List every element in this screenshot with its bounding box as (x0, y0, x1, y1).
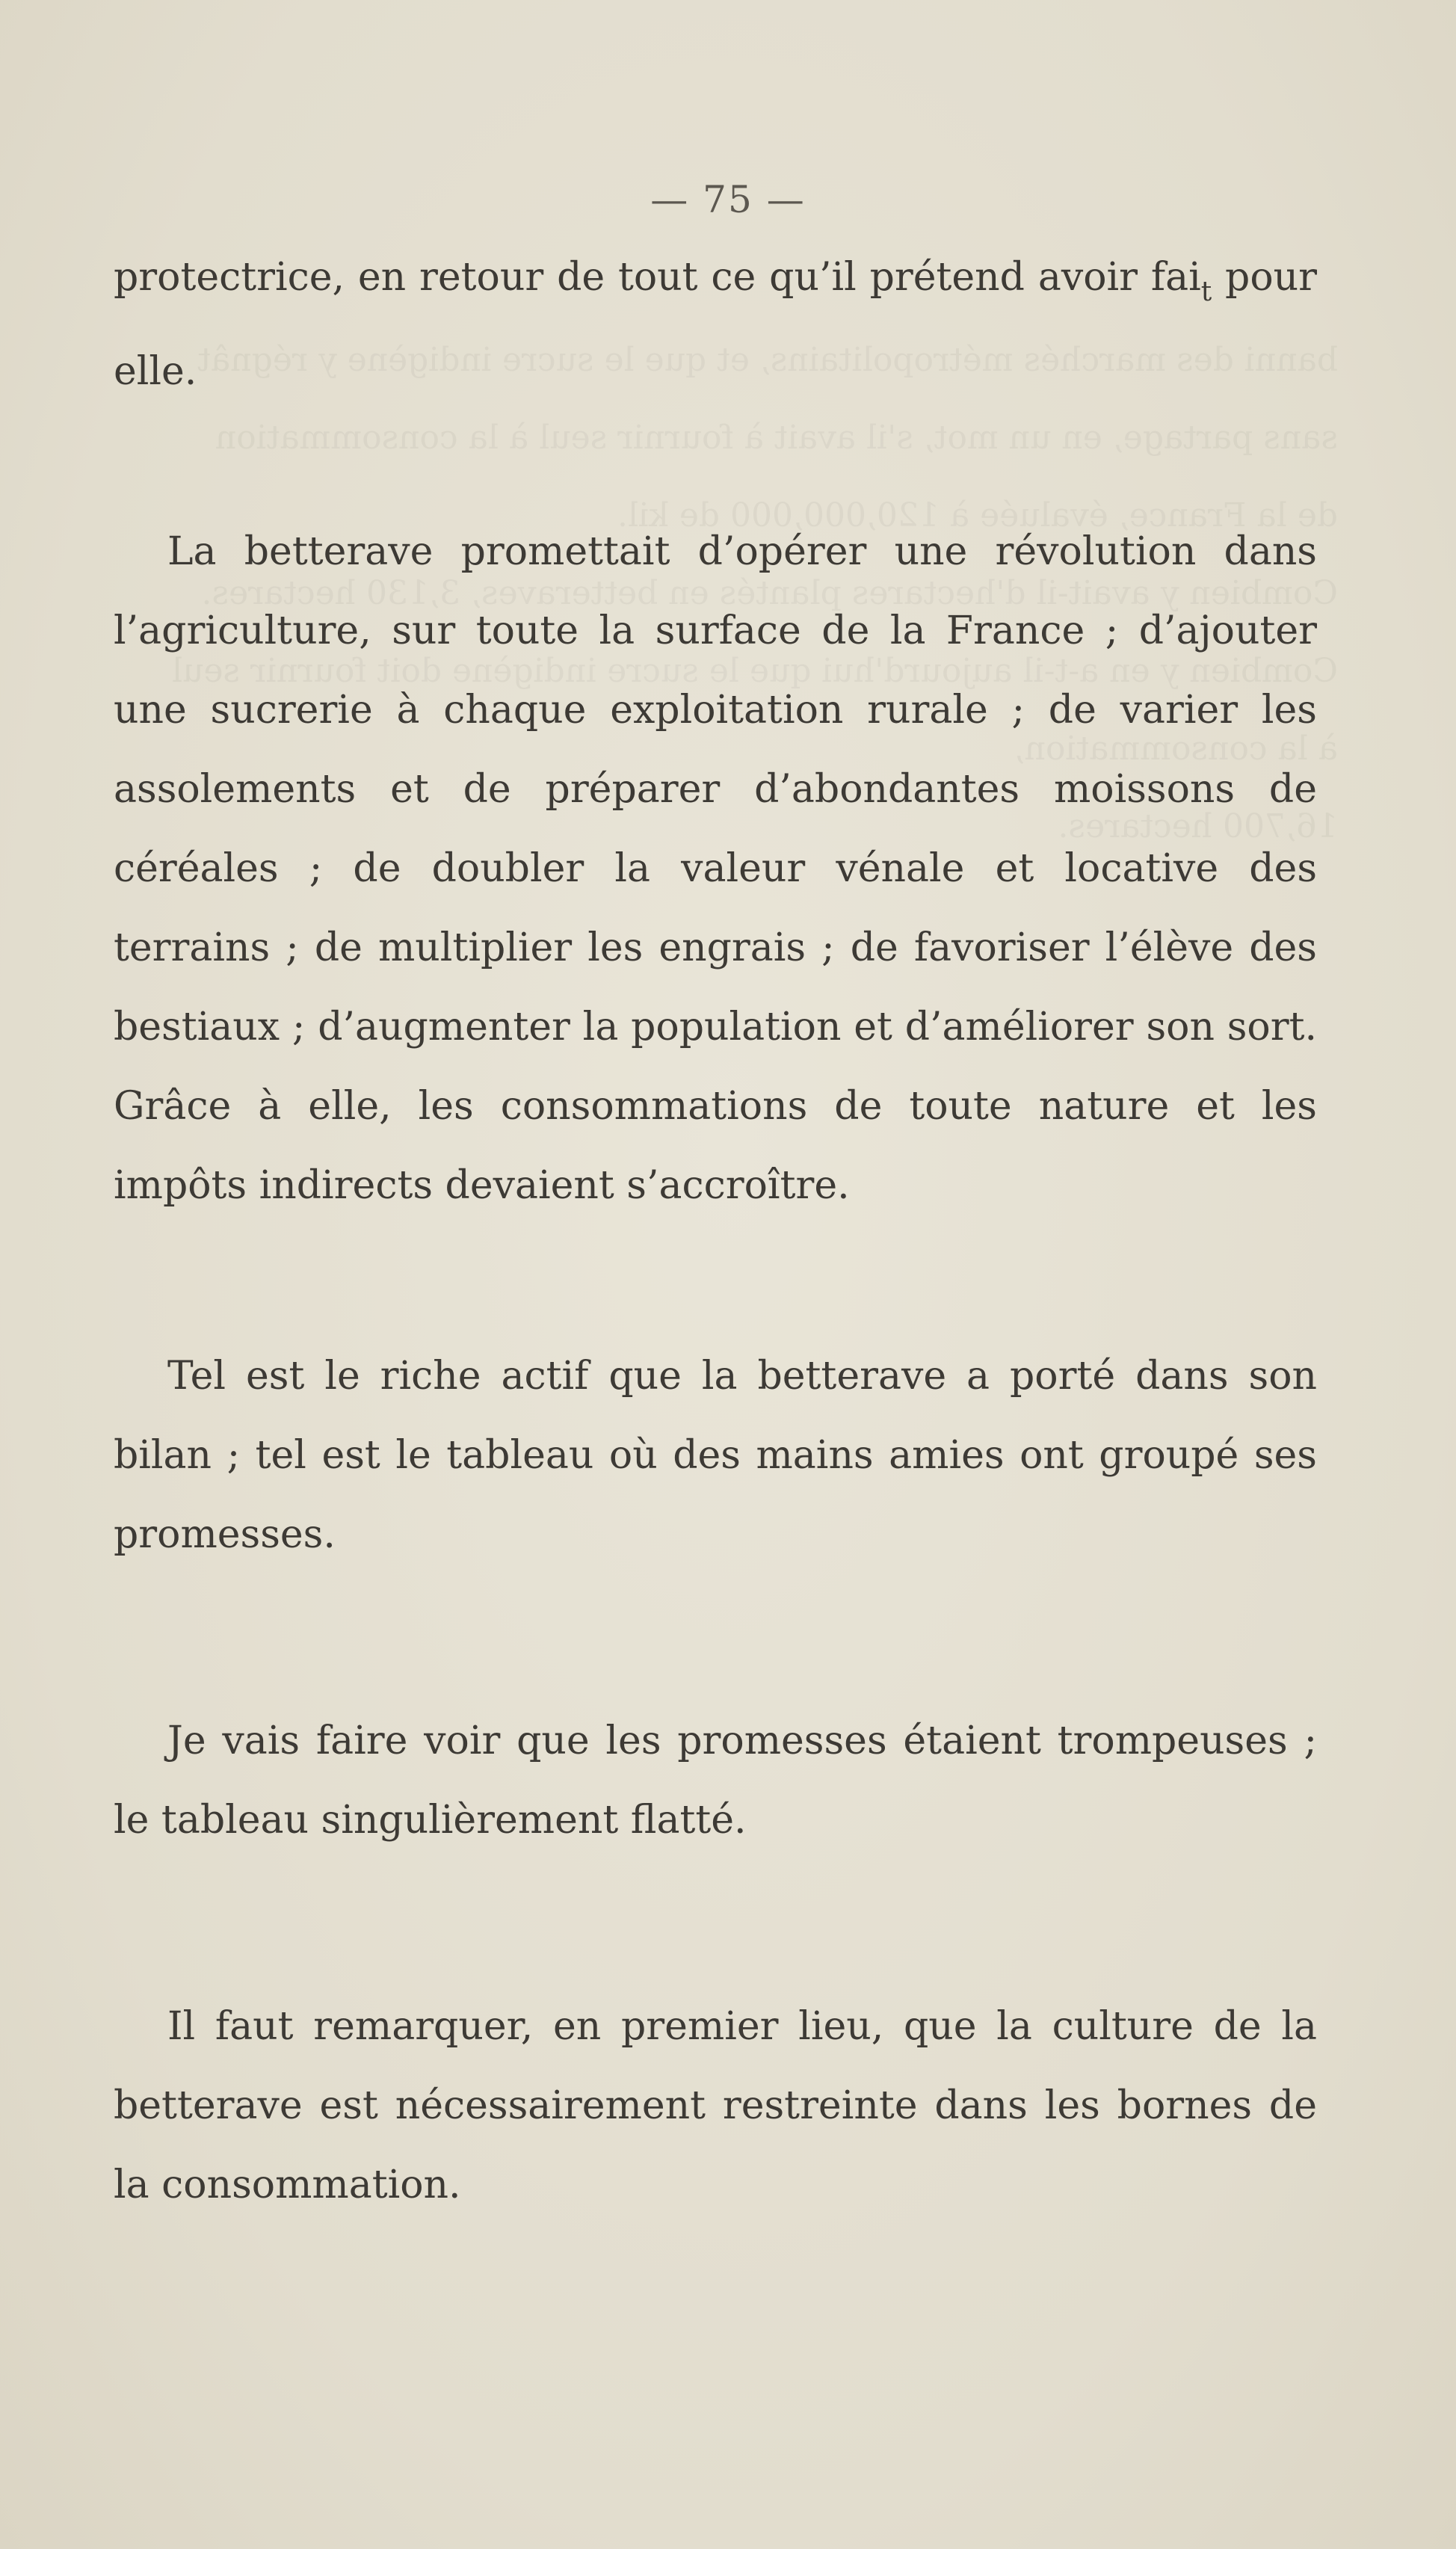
paragraph-1 (114, 238, 1317, 411)
bleed-through-text: banni des marchés métropolitains, et que le sucre indigène y régnât sans partage, en un mot, s'il avait à fournir seul à la consommation de la France, évaluée à 120,000,000 de kil. Combien y avait-il d'hectares plantés en betteraves, 3,130 hectares. Combien y en a-t-il aujourd'hui que le sucre indigène doit fournir seul à la consommation, 16,700 hectares. (171, 341, 1338, 845)
paragraph-2 (114, 512, 1317, 1225)
paragraph-2-text: La betterave promettait d’opérer une révolution dans l’agriculture, sur toute la surface de la France ; d’ajouter une sucrerie à chaque exploitation rurale ; de varier les assolements et de préparer d’abondantes moissons de céréales ; de doubler la valeur vénale et locative des terrains ; de multiplier les engrais ; de favoriser l’élève des bestiaux ; d’augmenter la population et d’améliorer son sort. Grâce à elle, les consommations de toute nature et les impôts indirects devaient s’accroître. (114, 529, 1317, 1208)
paragraph-1-end: pour elle. (114, 255, 1317, 394)
paragraph-3-text: Tel est le riche actif que la betterave a porté dans son bilan ; tel est le tableau où des mains amies ont groupé ses promesses. (114, 1354, 1317, 1557)
paragraph-1-text: protectrice, en retour de tout ce qu’il prétend avoir fai (114, 255, 1201, 300)
paragraph-3 (114, 1337, 1317, 1574)
paragraph-5-text: Il faut remarquer, en premier lieu, que la culture de la betterave est nécessairement restreinte dans les bornes de la consommation. (114, 2004, 1317, 2207)
paragraph-5 (114, 1987, 1317, 2225)
paragraph-4 (114, 1701, 1317, 1860)
paragraph-1-subscript: t (1200, 277, 1212, 307)
page-number: — 75 — (650, 178, 806, 221)
paragraph-4-text: Je vais faire voir que les promesses étaient trompeuses ; le tableau singulièrement flatté. (114, 1719, 1317, 1843)
